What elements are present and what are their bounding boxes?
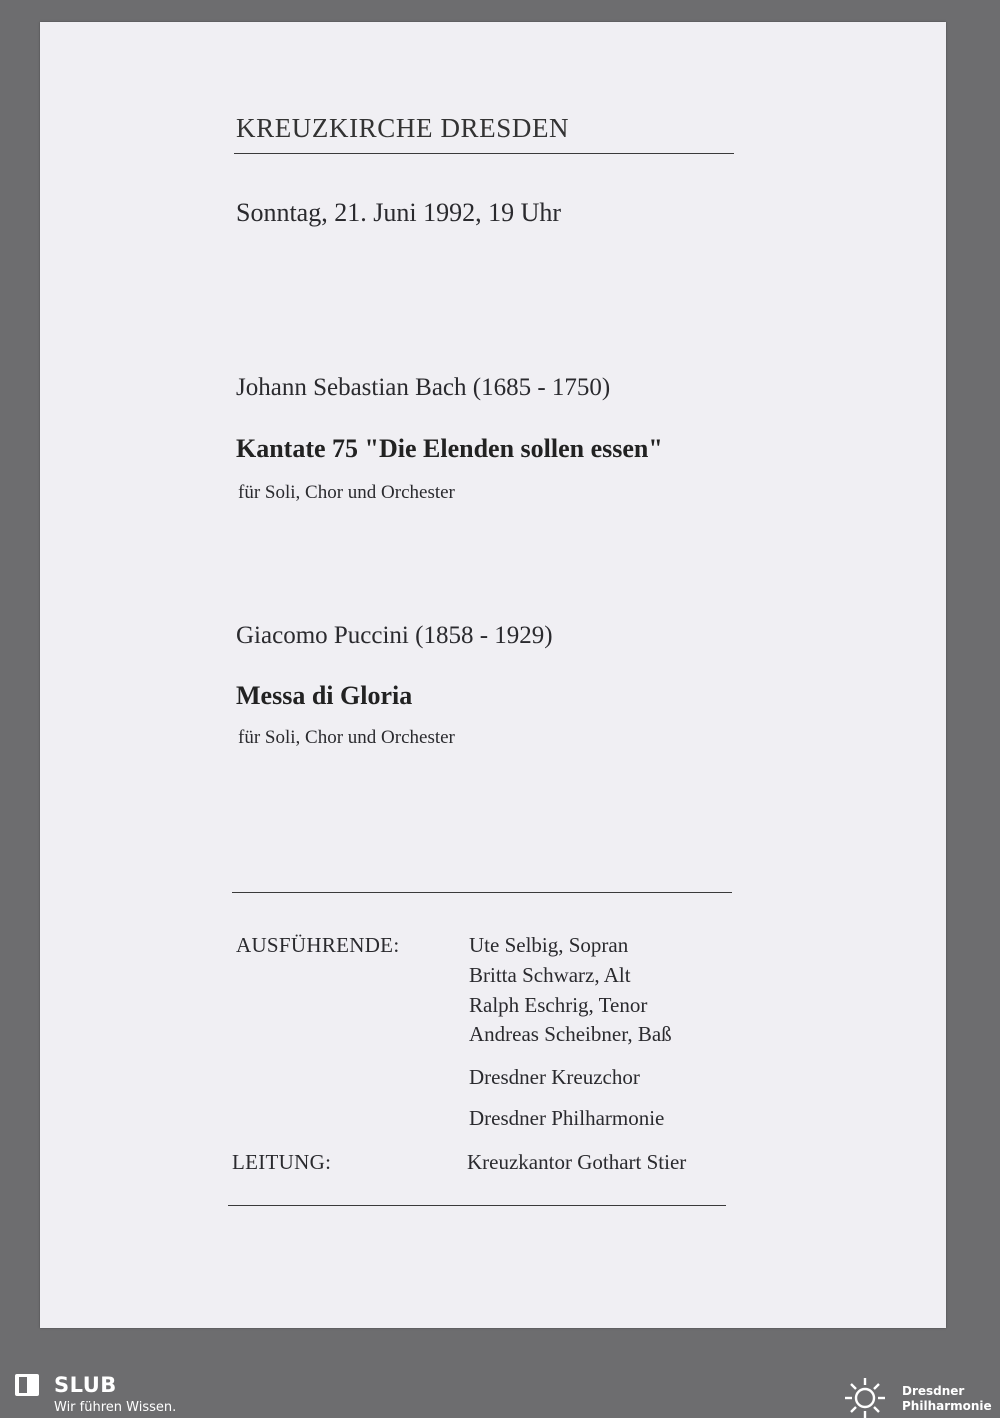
- divider: [234, 153, 734, 154]
- performer-item: Dresdner Philharmonie: [469, 1106, 665, 1130]
- leitung-label: LEITUNG:: [232, 1150, 332, 1174]
- venue-title: KREUZKIRCHE DRESDEN: [236, 113, 570, 143]
- slub-logo-icon: [15, 1374, 39, 1396]
- work-title-puccini: Messa di Gloria: [236, 681, 413, 710]
- partner-name-line2: Philharmonie: [902, 1399, 992, 1413]
- partner-name-line1: Dresdner: [902, 1384, 965, 1398]
- slub-tagline: Wir führen Wissen.: [54, 1400, 177, 1415]
- divider: [232, 892, 732, 893]
- performer-item: Ralph Eschrig, Tenor: [469, 993, 648, 1017]
- performer-item: Andreas Scheibner, Baß: [469, 1022, 672, 1046]
- composer-bach: Johann Sebastian Bach (1685 - 1750): [236, 374, 611, 401]
- slub-name: SLUB: [54, 1373, 117, 1397]
- performer-item: Britta Schwarz, Alt: [469, 963, 631, 987]
- concert-date: Sonntag, 21. Juni 1992, 19 Uhr: [236, 198, 561, 227]
- conductor: Kreuzkantor Gothart Stier: [467, 1150, 687, 1174]
- composer-puccini: Giacomo Puccini (1858 - 1929): [236, 622, 553, 649]
- dresdner-philharmonie-logo-icon: [840, 1374, 890, 1418]
- work-title-bach: Kantate 75 "Die Elenden sollen essen": [236, 434, 663, 463]
- performers-label: AUSFÜHRENDE:: [236, 933, 400, 957]
- work-scoring-puccini: für Soli, Chor und Orchester: [238, 727, 455, 748]
- divider: [228, 1205, 726, 1206]
- performer-item: Ute Selbig, Sopran: [469, 933, 629, 957]
- performer-item: Dresdner Kreuzchor: [469, 1065, 640, 1089]
- work-scoring-bach: für Soli, Chor und Orchester: [238, 482, 455, 503]
